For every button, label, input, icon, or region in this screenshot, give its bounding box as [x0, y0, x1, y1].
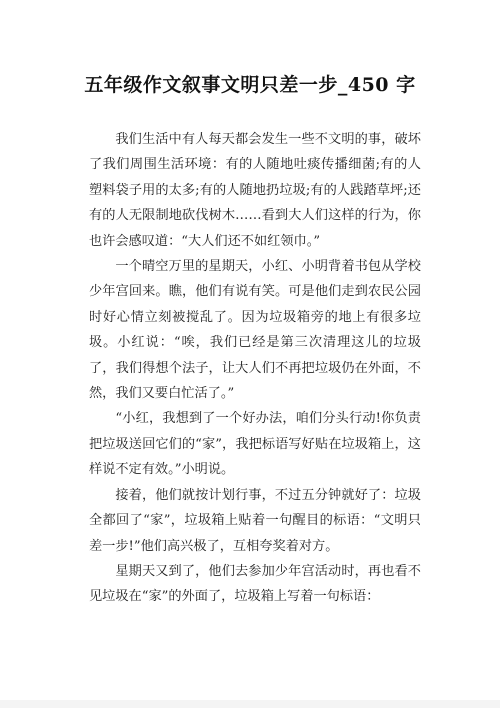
document-body [89, 127, 421, 610]
document-title: 五年级作文叙事文明只差一步_450 字 [84, 74, 416, 96]
paragraph-2: 一个晴空万里的星期天，小红、小明背着书包从学校少年宫回来。瞧，他们有说有笑。可是他们走到农民公园时好心情立刻被搅乱了。因为垃圾箱旁的地上有很多垃圾。小红说：“唉，我们已经是第三次清理这儿的垃圾了，我们得想个法子，让大人们不再把垃圾仍在外面，不然，我们又要白忙活了。” [89, 259, 421, 402]
page-bottom-edge [0, 700, 500, 708]
paragraph-1: 我们生活中有人每天都会发生一些不文明的事，破坏了我们周围生活环境：有的人随地吐痰传播细菌;有的人塑料袋子用的太多;有的人随地扔垃圾;有的人践踏草坪;还有的人无限制地砍伐树木……看到大人们这样的行为，你也许会感叹道：“大人们还不如红领巾。” [89, 132, 421, 249]
paragraph-4: 接着，他们就按计划行事，不过五分钟就好了：垃圾全都回了“家”，垃圾箱上贴着一句醒目的标语：“文明只差一步!”他们高兴极了，互相夸奖着对方。 [89, 487, 421, 554]
paragraph-3: “小红，我想到了一个好办法，咱们分头行动!你负责把垃圾送回它们的“家”，我把标语写好贴在垃圾箱上，这样说不定有效。”小明说。 [89, 411, 421, 478]
paragraph-5: 星期天又到了，他们去参加少年宫活动时，再也看不见垃圾在“家”的外面了，垃圾箱上写着一句标语： [89, 563, 421, 605]
